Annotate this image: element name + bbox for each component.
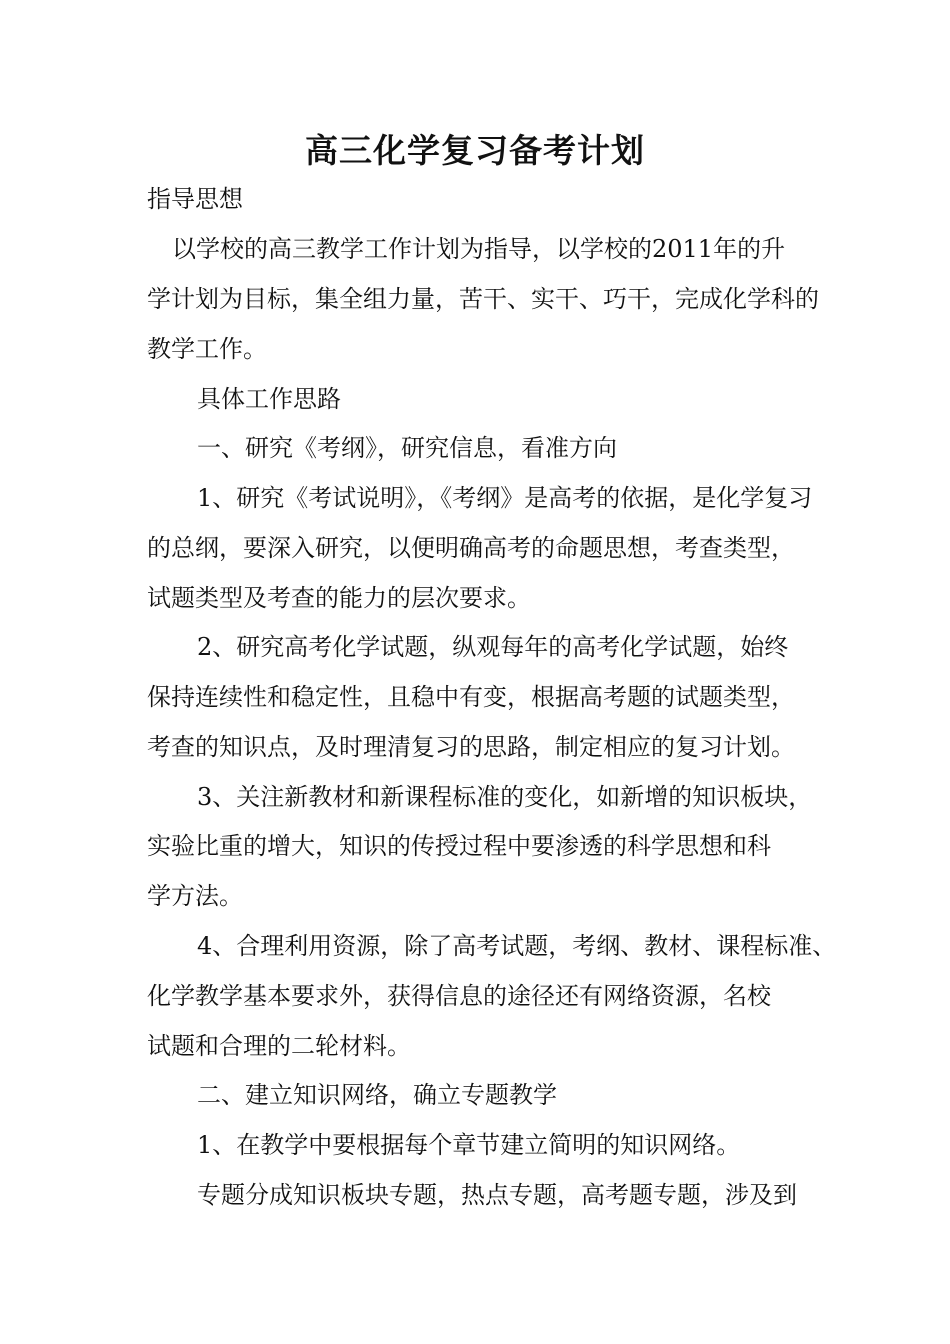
section-heading-one: 一、研究《考纲》，研究信息，看准方向 (197, 434, 617, 462)
paragraph-line: 试题类型及考查的能力的层次要求。 (147, 584, 531, 612)
section-heading-work-plan: 具体工作思路 (197, 385, 341, 413)
paragraph-line: 教学工作。 (147, 335, 267, 363)
paragraph-line: 专题分成知识板块专题，热点专题，高考题专题，涉及到 (197, 1181, 797, 1209)
paragraph-line: 4、合理利用资源，除了高考试题，考纲、教材、课程标准、 (197, 932, 837, 960)
paragraph-line: 1、研究《考试说明》，《考纲》是高考的依据，是化学复习 (197, 484, 813, 512)
section-heading-guiding-ideology: 指导思想 (147, 185, 243, 213)
paragraph-line: 2、研究高考化学试题，纵观每年的高考化学试题，始终 (197, 633, 789, 661)
section-heading-two: 二、建立知识网络，确立专题教学 (197, 1081, 557, 1109)
paragraph-line: 化学教学基本要求外，获得信息的途径还有网络资源，名校 (147, 982, 771, 1010)
paragraph-line: 1、在教学中要根据每个章节建立简明的知识网络。 (197, 1131, 741, 1159)
paragraph-line: 以学校的高三教学工作计划为指导，以学校的2011年的升 (172, 235, 786, 263)
paragraph-line: 3、关注新教材和新课程标准的变化，如新增的知识板块， (197, 783, 813, 811)
paragraph-line: 学方法。 (147, 882, 243, 910)
document-title: 高三化学复习备考计划 (305, 131, 645, 170)
paragraph-line: 学计划为目标，集全组力量，苦干、实干、巧干，完成化学科的 (147, 285, 819, 313)
paragraph-line: 试题和合理的二轮材料。 (147, 1032, 411, 1060)
paragraph-line: 的总纲，要深入研究，以便明确高考的命题思想，考查类型， (147, 534, 795, 562)
paragraph-line: 实验比重的增大，知识的传授过程中要渗透的科学思想和科 (147, 832, 771, 860)
paragraph-line: 考查的知识点，及时理清复习的思路，制定相应的复习计划。 (147, 733, 795, 761)
paragraph-line: 保持连续性和稳定性，且稳中有变，根据高考题的试题类型， (147, 683, 795, 711)
